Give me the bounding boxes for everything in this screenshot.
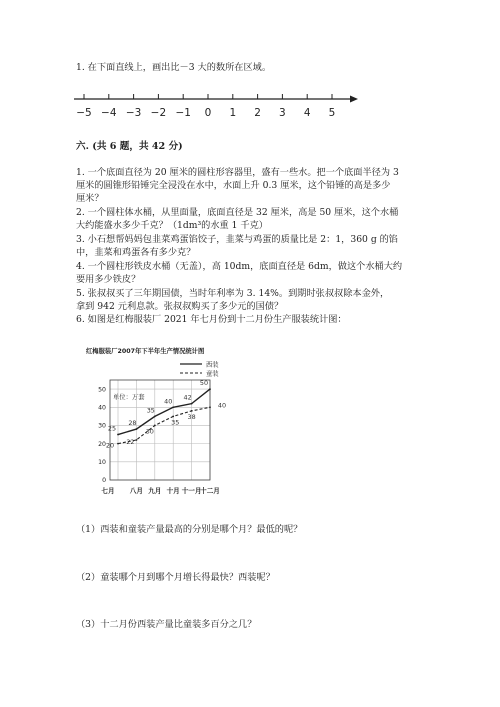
- number-line-label: 5: [328, 107, 336, 119]
- question-line: 3. 小石想帮妈妈包韭菜鸡蛋馅饺子，韭菜与鸡蛋的质量比是 2：1，360 g 的馅: [76, 234, 398, 245]
- question-line: 2. 一个圆柱体水桶，从里面量，底面直径是 32 厘米，高是 50 厘米，这个水桶: [76, 207, 399, 218]
- question-line: 要用多少铁皮？: [76, 274, 141, 285]
- legend-label: 西装: [206, 361, 219, 369]
- number-line-label: −5: [76, 107, 92, 119]
- x-tick-label: 七月: [101, 487, 115, 495]
- x-tick-label: 八月: [129, 487, 143, 495]
- section-title: 六. (共 6 题，共 42 分): [76, 141, 183, 152]
- question-line: 厘米的圆锥形铅锤完全浸没在水中，水面上升 0.3 厘米，这个铅锤的高是多少: [76, 180, 391, 191]
- question-line: 拿到 942 元利息款。张叔叔购买了多少元的国债？: [76, 301, 284, 312]
- number-line-label: −1: [175, 107, 191, 119]
- question-line: 厘米？: [76, 193, 104, 204]
- data-label: 20: [105, 441, 115, 450]
- data-point: [117, 434, 119, 436]
- subquestion-3: （3）十二月份西装产量比童装多百分之几？: [76, 619, 257, 630]
- question-line: 1. 一个底面直径为 20 厘米的圆柱形容器里，盛有一些水。把一个底面半径为 3: [76, 167, 399, 178]
- y-tick-label: 20: [98, 440, 106, 448]
- number-line-label: 1: [229, 107, 237, 119]
- data-label: 25: [107, 424, 117, 433]
- y-tick-label: 10: [98, 459, 106, 467]
- x-tick-label: 十一月: [181, 487, 202, 495]
- x-tick-label: 十二月: [200, 487, 220, 495]
- x-tick-label: 十月: [166, 487, 180, 495]
- data-label: 40: [217, 401, 227, 410]
- problem-1-text: 1. 在下面直线上，画出比－3 大的数所在区域。: [76, 62, 272, 73]
- data-label: 38: [187, 412, 196, 421]
- number-line-label: 3: [279, 107, 286, 119]
- data-label: 30: [145, 427, 154, 436]
- data-label: 35: [171, 418, 180, 427]
- data-label: 22: [126, 438, 135, 446]
- number-line-label: 4: [303, 107, 311, 119]
- number-line-label: 0: [204, 107, 212, 119]
- subquestion-1: （1）西装和童装产量最高的分别是哪个月？最低的呢？: [76, 524, 303, 535]
- data-point: [136, 439, 138, 441]
- number-line-label: −3: [125, 107, 142, 119]
- question-line: 中，韭菜和鸡蛋各有多少克？: [76, 247, 196, 258]
- data-point: [191, 403, 193, 405]
- data-label: 50: [199, 379, 209, 388]
- data-point: [209, 388, 211, 390]
- data-point: [154, 425, 156, 427]
- subquestion-2: （2）童装哪个月到哪个月增长得最快？西装呢？: [76, 572, 275, 583]
- y-tick-label: 30: [98, 422, 106, 430]
- chart-ylabel: 单位：万套: [113, 394, 145, 401]
- arrow-right-icon: [350, 96, 358, 103]
- production-line-chart: [80, 340, 260, 500]
- data-point: [172, 415, 174, 417]
- data-point: [172, 406, 174, 408]
- question-line: 5. 张叔叔买了三年期国债，当时年利率为 3. 14%。到期时张叔叔除本金外，: [76, 288, 390, 299]
- data-point: [136, 428, 138, 430]
- y-tick-label: 50: [98, 386, 106, 394]
- data-label: 35: [146, 406, 155, 415]
- question-line: 6. 如图是红梅服装厂 2021 年七月份到十二月份生产服装统计图：: [76, 314, 347, 325]
- x-tick-label: 九月: [148, 487, 162, 495]
- y-tick-label: 40: [98, 404, 106, 412]
- question-line: 大约能盛水多少千克？（1dm³的水重 1 千克）: [76, 220, 268, 231]
- data-point: [209, 406, 211, 408]
- chart-data-labels: [106, 379, 226, 450]
- number-line: [0, 90, 500, 130]
- data-label: 40: [164, 397, 173, 406]
- data-point: [191, 410, 193, 412]
- number-line-label: 2: [254, 107, 261, 119]
- data-label: 28: [128, 419, 137, 428]
- legend-label: 童装: [206, 370, 219, 378]
- data-point: [117, 443, 119, 445]
- data-label: 42: [183, 393, 192, 402]
- number-line-label: −2: [150, 107, 167, 119]
- question-line: 4. 一个圆柱形铁皮水桶（无盖），高 10dm，底面直径是 6dm，做这个水桶大约: [76, 261, 403, 272]
- data-point: [154, 415, 156, 417]
- number-line-label: −4: [101, 107, 117, 119]
- y-tick-label: 0: [102, 477, 106, 485]
- chart-title: 红梅服装厂2007年下半年生产情况统计图: [86, 348, 205, 355]
- chart-legend: [180, 359, 219, 377]
